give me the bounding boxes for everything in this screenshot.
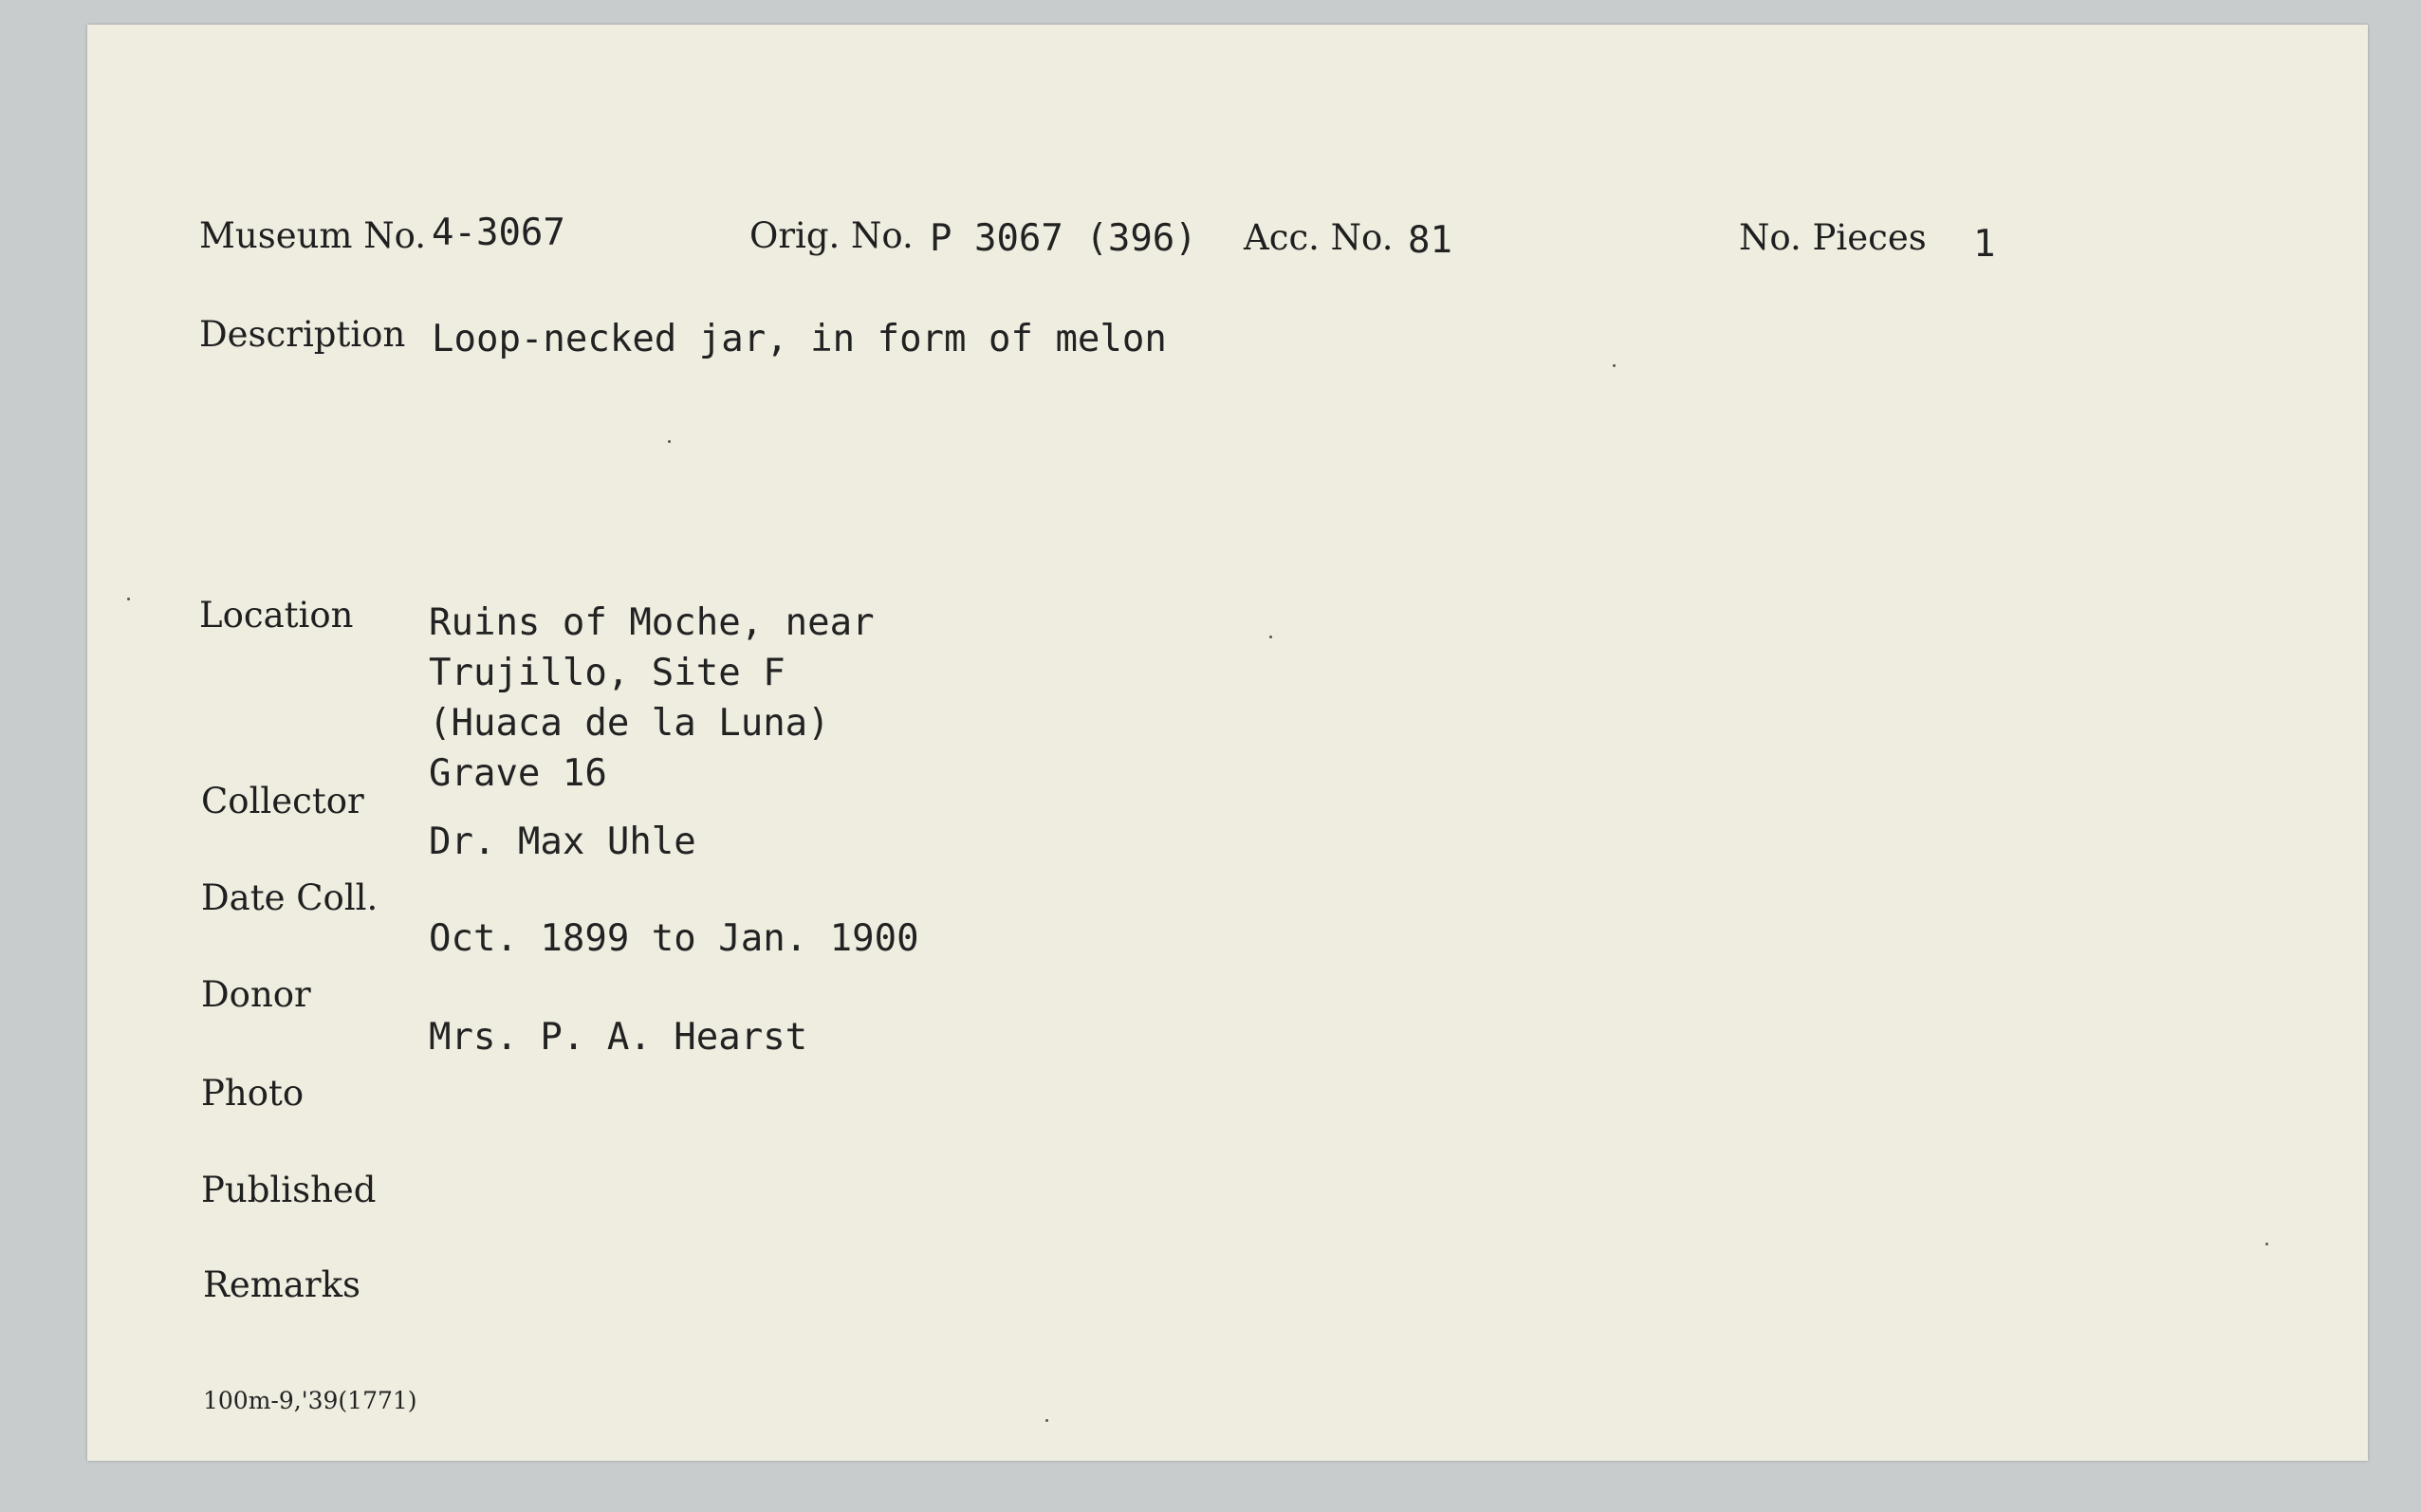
location-line: Trujillo, Site F — [429, 652, 785, 694]
date-coll-value: Oct. 1899 to Jan. 1900 — [429, 917, 919, 960]
no-pieces-value: 1 — [1973, 223, 1996, 266]
location-line: Ruins of Moche, near — [429, 601, 875, 644]
location-label: Location — [199, 595, 354, 636]
location-line: (Huaca de la Luna) — [429, 702, 830, 745]
museum-no-value: 4-3067 — [432, 212, 565, 254]
paper-speck — [1613, 364, 1616, 367]
paper-speck — [668, 440, 671, 443]
location-value — [429, 598, 875, 799]
acc-no-label: Acc. No. — [1244, 217, 1394, 258]
published-label: Published — [201, 1170, 377, 1210]
location-line: Grave 16 — [429, 752, 607, 795]
date-coll-label: Date Coll. — [201, 877, 379, 918]
paper-speck — [2265, 1243, 2268, 1245]
paper-speck — [1269, 636, 1272, 638]
form-code: 100m-9,'39(1771) — [203, 1387, 417, 1414]
collector-value: Dr. Max Uhle — [429, 821, 696, 863]
orig-no-value: P 3067 (396) — [930, 217, 1197, 260]
description-value: Loop-necked jar, in form of melon — [432, 318, 1167, 360]
description-label: Description — [199, 314, 406, 355]
catalog-card — [87, 25, 2368, 1461]
orig-no-label: Orig. No. — [749, 215, 914, 256]
no-pieces-label: No. Pieces — [1739, 217, 1927, 258]
remarks-label: Remarks — [203, 1264, 360, 1305]
background-speck — [127, 598, 130, 600]
photo-label: Photo — [201, 1073, 305, 1114]
collector-label: Collector — [201, 781, 364, 821]
museum-no-label: Museum No. — [199, 215, 427, 256]
donor-label: Donor — [201, 974, 311, 1015]
paper-speck — [1045, 1419, 1048, 1422]
acc-no-value: 81 — [1408, 219, 1452, 262]
donor-value: Mrs. P. A. Hearst — [429, 1016, 808, 1059]
